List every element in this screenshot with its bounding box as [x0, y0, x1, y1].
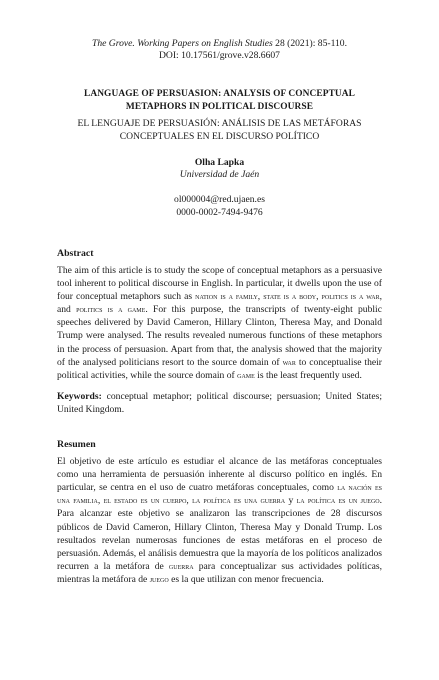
journal-volume-pages: 28 (2021): 85-110. — [272, 38, 348, 49]
abstract-text-part: , — [257, 291, 264, 303]
metaphor-term: game — [237, 369, 255, 380]
author-affiliation: Universidad de Jaén — [179, 169, 260, 180]
keywords-label: Keywords: — [57, 390, 102, 402]
title-english: LANGUAGE OF PERSUASION: ANALYSIS OF CONCEPTUAL METAPHORS IN POLITICAL DISCOURSE — [83, 89, 356, 112]
abstract-text-part: The aim of this article is to study the scope of conceptual metaphors as a persuasive tool inherent to political discourse in English. In particular, it dwells upon the use of four conceptual metaphors such as — [57, 265, 382, 303]
metaphor-term: politics is a game — [76, 304, 146, 315]
abstract-text-part: , and — [57, 291, 382, 316]
journal-citation — [57, 38, 382, 50]
resumen-text-part: es la que utilizan con menor frecuencia. — [168, 573, 324, 585]
author-email: ol000004@red.ujaen.es — [174, 194, 265, 205]
metaphor-term: la nación es una familia — [57, 482, 382, 506]
author-name: Olha Lapka — [194, 157, 245, 168]
author-orcid: 0000-0002-7494-9476 — [176, 207, 263, 218]
abstract-text-part: . For this purpose, the transcripts of twenty-eight public speeches delivered by David Cameron, Hillary Clinton, Theresa May, and Donald Trump were analysed. The results revealed numerous functions of these metaphors in the process of persuasion. Apart from that, the analysis showed that the majority of the analysed politicians resort to the source domain of — [57, 304, 382, 368]
metaphor-term: la política es un juego — [296, 495, 380, 506]
metaphor-term: la política es una guerra — [192, 495, 286, 506]
resumen-heading: Resumen — [57, 439, 96, 451]
resumen-text — [57, 455, 382, 586]
metaphor-term: nation is a family — [195, 291, 258, 302]
metaphor-term: state is a body — [263, 291, 317, 302]
keywords-text: conceptual metaphor; political discourse; persuasion; United States; United Kingdom. — [57, 390, 382, 415]
metaphor-term: juego — [149, 573, 169, 584]
title-spanish: EL LENGUAJE DE PERSUASIÓN: ANÁLISIS DE LAS METÁFORAS CONCEPTUALES EN EL DISCURSO POLÍTICO — [77, 118, 362, 142]
metaphor-term: war — [282, 356, 296, 367]
resumen-text-part: . Para alcanzar este objetivo se analizaron las transcripciones de 28 discursos públicos de David Cameron, Hillary Clinton, Theresa May y Donald Trump. Los resultados revelan numerosas funciones de estas metáforas en el proceso de persuasión. Además, el análisis demuestra que la mayoría de los políticos analizados recurren a la metáfora de — [57, 495, 383, 572]
abstract-heading: Abstract — [57, 248, 94, 259]
keywords-line — [57, 390, 382, 416]
journal-name: The Grove. Working Papers on English Studies — [91, 38, 273, 49]
resumen-text-part: , — [186, 495, 193, 507]
abstract-text-part: to conceptualise their political activities, while the source domain of — [57, 356, 383, 381]
metaphor-term: guerra — [168, 560, 194, 571]
resumen-text-part: para conceptualizar sus actividades políticas, mientras la metáfora de — [57, 560, 382, 585]
resumen-text-part: El objetivo de este artículo es estudiar el alcance de las metáforas conceptuales como una herramienta de persuasión inherente al discurso político en inglés. En particular, se centra en el uso de cuatro metáforas conceptuales, como — [57, 456, 382, 494]
abstract-text — [57, 264, 382, 382]
metaphor-term: el estado es un cuerpo — [103, 495, 187, 506]
resumen-text-part: , — [97, 495, 104, 507]
doi-line: DOI: 10.17561/grove.v28.6607 — [159, 50, 280, 61]
metaphor-term: politics is a war — [321, 291, 380, 302]
abstract-text-part: , — [316, 291, 322, 303]
resumen-text-part: y — [285, 495, 297, 507]
abstract-text-part: is the least frequently used. — [254, 369, 362, 381]
